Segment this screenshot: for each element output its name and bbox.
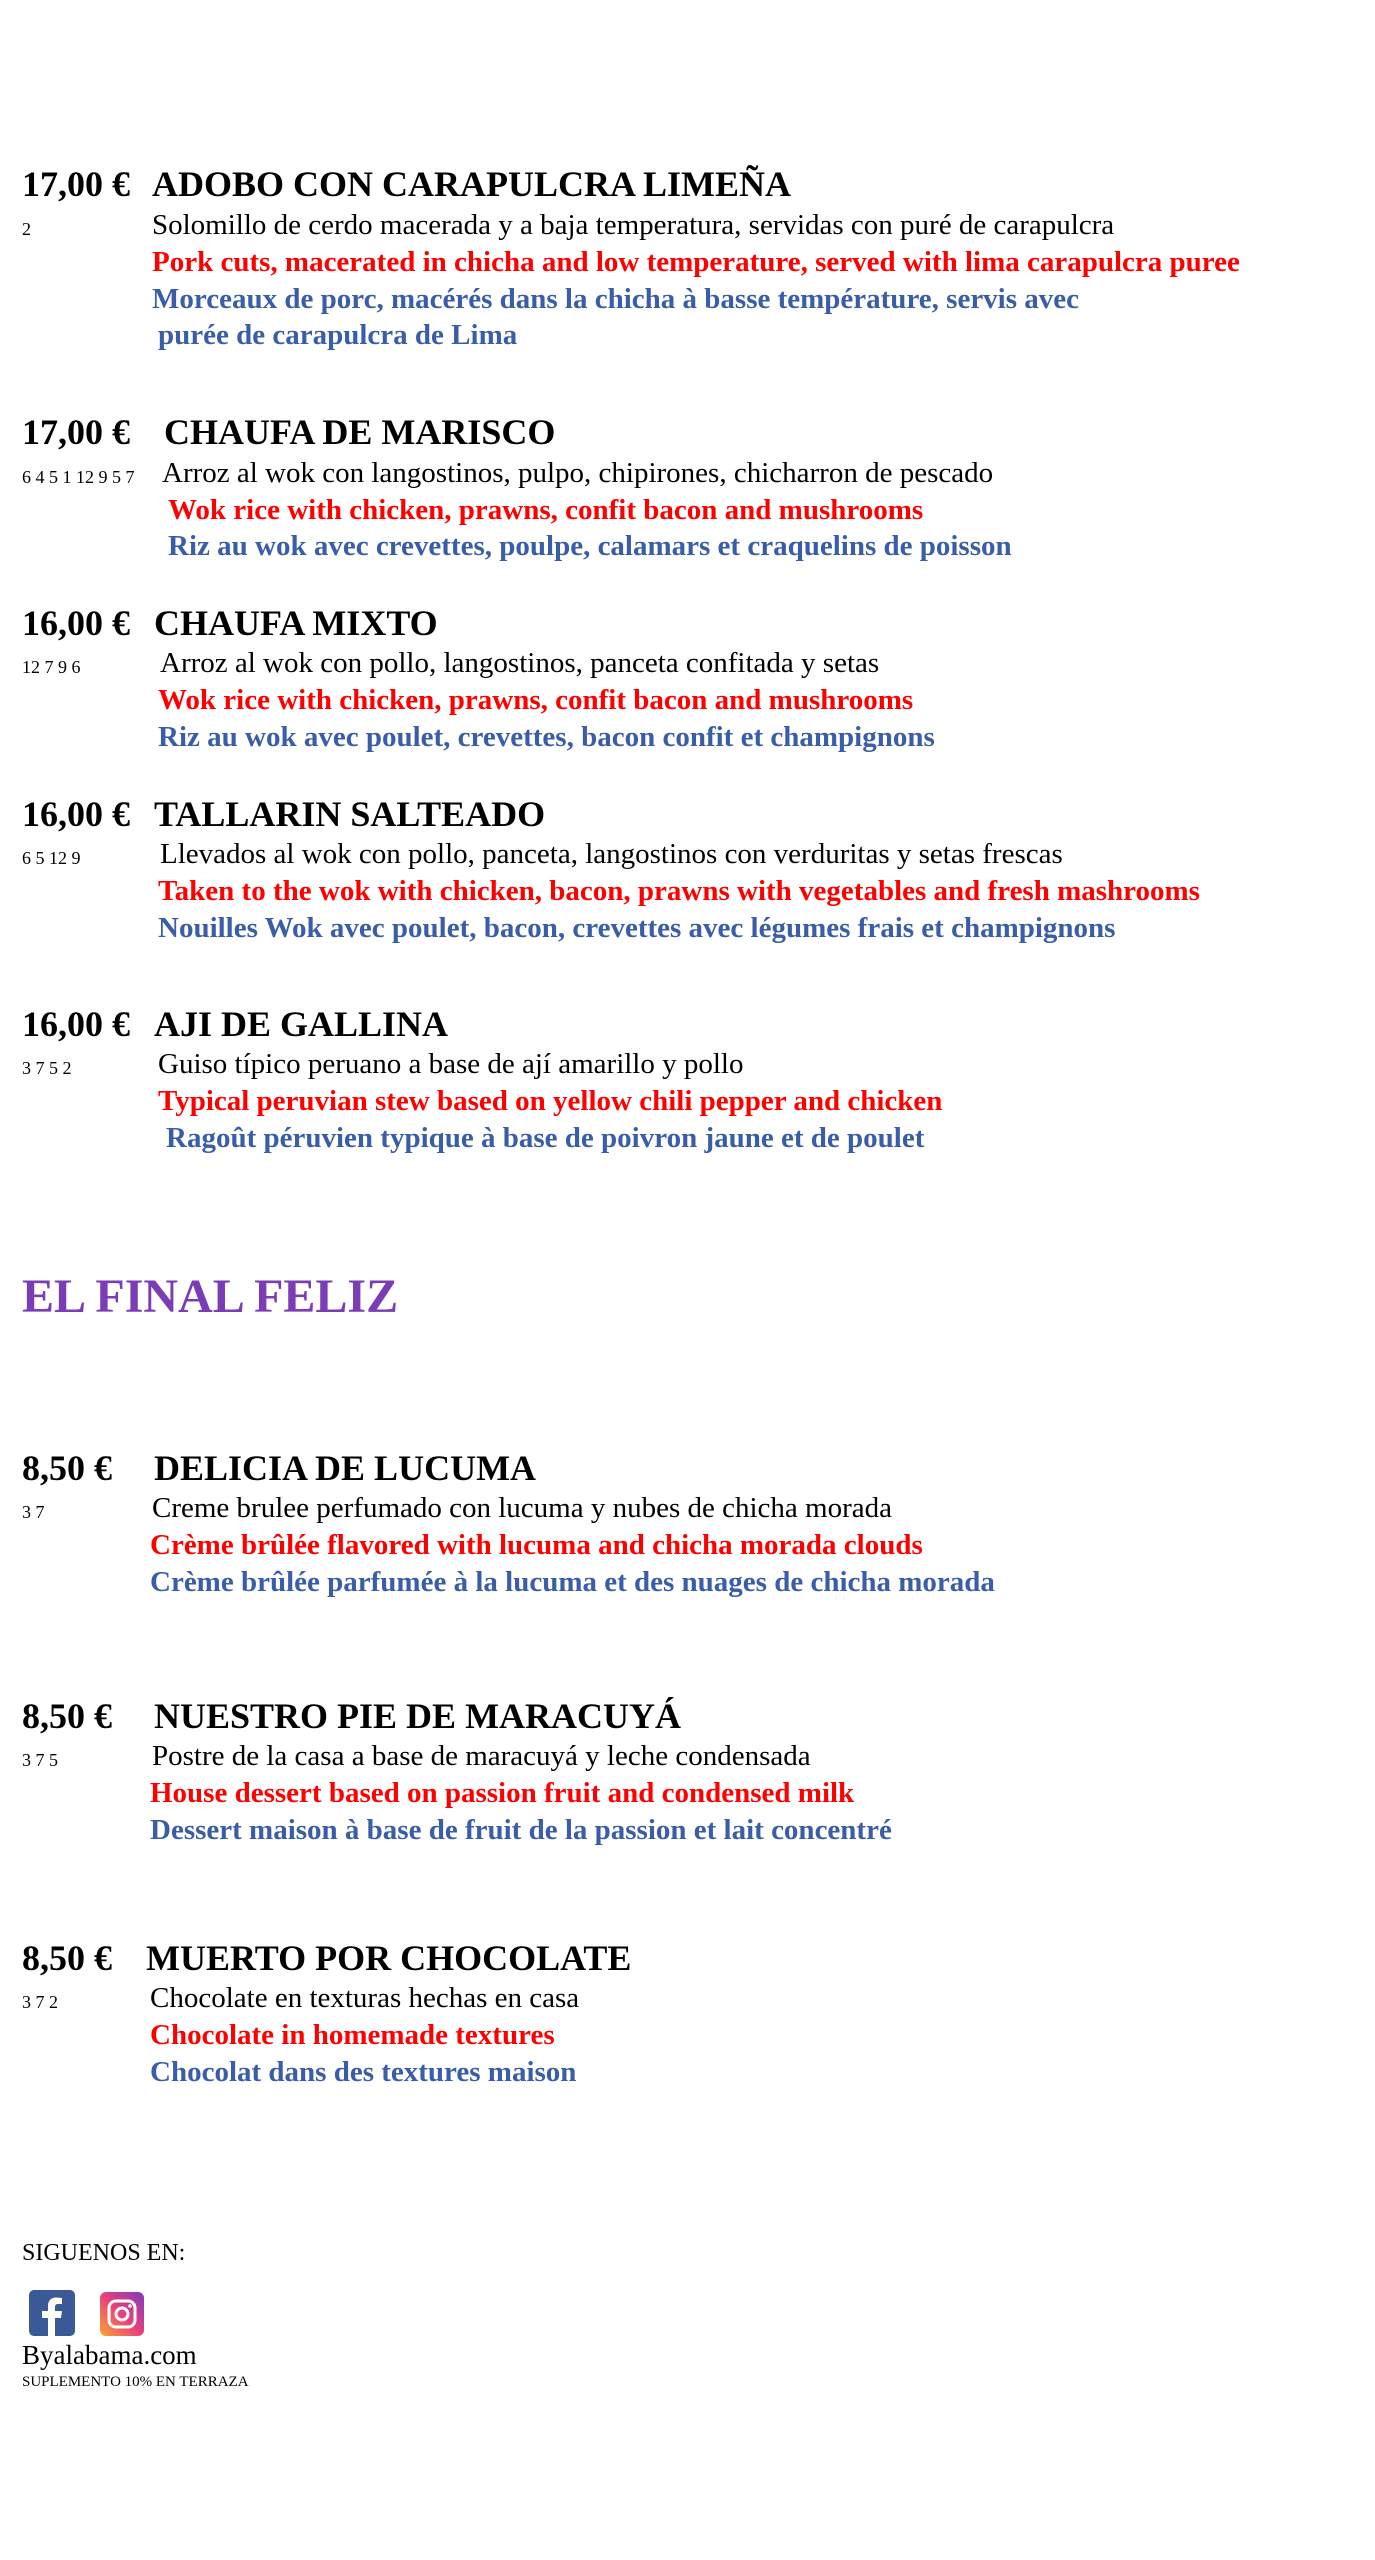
description-en: Crème brûlée flavored with lucuma and chicha morada clouds bbox=[150, 1529, 923, 1561]
allergen-codes: 6 5 12 9 bbox=[22, 848, 81, 868]
description-fr: Nouilles Wok avec poulet, bacon, crevettes avec légumes frais et champignons bbox=[158, 912, 1116, 944]
description-es: Solomillo de cerdo macerada y a baja temperatura, servidas con puré de carapulcra bbox=[152, 209, 1115, 241]
description-es: Arroz al wok con langostinos, pulpo, chipirones, chicharron de pescado bbox=[162, 457, 994, 489]
description-en: Chocolate in homemade textures bbox=[150, 2019, 555, 2051]
description-en: Taken to the wok with chicken, bacon, prawns with vegetables and fresh mashrooms bbox=[158, 875, 1200, 907]
allergen-codes: 12 7 9 6 bbox=[22, 657, 81, 677]
allergen-codes: 2 bbox=[22, 219, 31, 239]
dish-price: 16,00 € bbox=[22, 603, 130, 643]
dessert-price: 8,50 € bbox=[22, 1696, 112, 1736]
description-fr: Morceaux de porc, macérés dans la chicha à basse température, servis avec bbox=[152, 283, 1080, 315]
dessert-name: MUERTO POR CHOCOLATE bbox=[146, 1938, 632, 1978]
dessert-price: 8,50 € bbox=[22, 1938, 112, 1978]
dish-name: CHAUFA DE MARISCO bbox=[164, 412, 556, 452]
dish-name: ADOBO CON CARAPULCRA LIMEÑA bbox=[152, 164, 792, 204]
allergen-codes: 3 7 5 2 bbox=[22, 1058, 72, 1078]
description-es: Postre de la casa a base de maracuyá y leche condensada bbox=[152, 1740, 811, 1772]
dish-name: AJI DE GALLINA bbox=[154, 1004, 449, 1044]
description-es: Creme brulee perfumado con lucuma y nubes de chicha morada bbox=[152, 1492, 893, 1524]
dish-name: CHAUFA MIXTO bbox=[154, 603, 438, 643]
description-fr: Dessert maison à base de fruit de la passion et lait concentré bbox=[150, 1814, 892, 1846]
description-es: Arroz al wok con pollo, langostinos, panceta confitada y setas bbox=[160, 647, 880, 679]
instagram-glyph bbox=[100, 2292, 144, 2336]
allergen-codes: 3 7 5 bbox=[22, 1750, 58, 1770]
description-fr: Riz au wok avec poulet, crevettes, bacon confit et champignons bbox=[158, 721, 935, 753]
description-es: Chocolate en texturas hechas en casa bbox=[150, 1982, 580, 2014]
description-fr-continued: purée de carapulcra de Lima bbox=[158, 319, 518, 351]
terrace-surcharge-note: SUPLEMENTO 10% EN TERRAZA bbox=[22, 2374, 249, 2390]
description-fr: Riz au wok avec crevettes, poulpe, calamars et craquelins de poisson bbox=[168, 530, 1012, 562]
description-es: Llevados al wok con pollo, panceta, langostinos con verduritas y setas frescas bbox=[160, 838, 1063, 870]
dish-price: 16,00 € bbox=[22, 794, 130, 834]
allergen-codes: 3 7 bbox=[22, 1502, 45, 1522]
description-en: House dessert based on passion fruit and condensed milk bbox=[150, 1777, 855, 1809]
description-en: Pork cuts, macerated in chicha and low temperature, served with lima carapulcra puree bbox=[152, 246, 1240, 278]
description-es: Guiso típico peruano a base de ají amarillo y pollo bbox=[158, 1048, 744, 1080]
dish-price: 17,00 € bbox=[22, 412, 130, 452]
dessert-name: DELICIA DE LUCUMA bbox=[154, 1448, 537, 1488]
follow-us-label: SIGUENOS EN: bbox=[22, 2240, 186, 2266]
description-en: Wok rice with chicken, prawns, confit bacon and mushrooms bbox=[158, 684, 914, 716]
facebook-icon[interactable] bbox=[29, 2290, 75, 2336]
allergen-codes: 3 7 2 bbox=[22, 1992, 58, 2012]
description-fr: Ragoût péruvien typique à base de poivron jaune et de poulet bbox=[166, 1122, 925, 1154]
dessert-name: NUESTRO PIE DE MARACUYÁ bbox=[154, 1696, 682, 1736]
facebook-glyph bbox=[29, 2290, 75, 2336]
dish-price: 16,00 € bbox=[22, 1004, 130, 1044]
description-fr: Crème brûlée parfumée à la lucuma et des nuages de chicha morada bbox=[150, 1566, 995, 1598]
section-title: EL FINAL FELIZ bbox=[22, 1270, 399, 1323]
description-en: Typical peruvian stew based on yellow chili pepper and chicken bbox=[158, 1085, 943, 1117]
description-en: Wok rice with chicken, prawns, confit bacon and mushrooms bbox=[168, 494, 924, 526]
dish-name: TALLARIN SALTEADO bbox=[154, 794, 546, 834]
dish-price: 17,00 € bbox=[22, 164, 130, 204]
instagram-icon[interactable] bbox=[100, 2292, 144, 2336]
website-link[interactable]: Byalabama.com bbox=[22, 2340, 197, 2370]
allergen-codes: 6 4 5 1 12 9 5 7 bbox=[22, 467, 135, 487]
description-fr: Chocolat dans des textures maison bbox=[150, 2056, 577, 2088]
dessert-price: 8,50 € bbox=[22, 1448, 112, 1488]
